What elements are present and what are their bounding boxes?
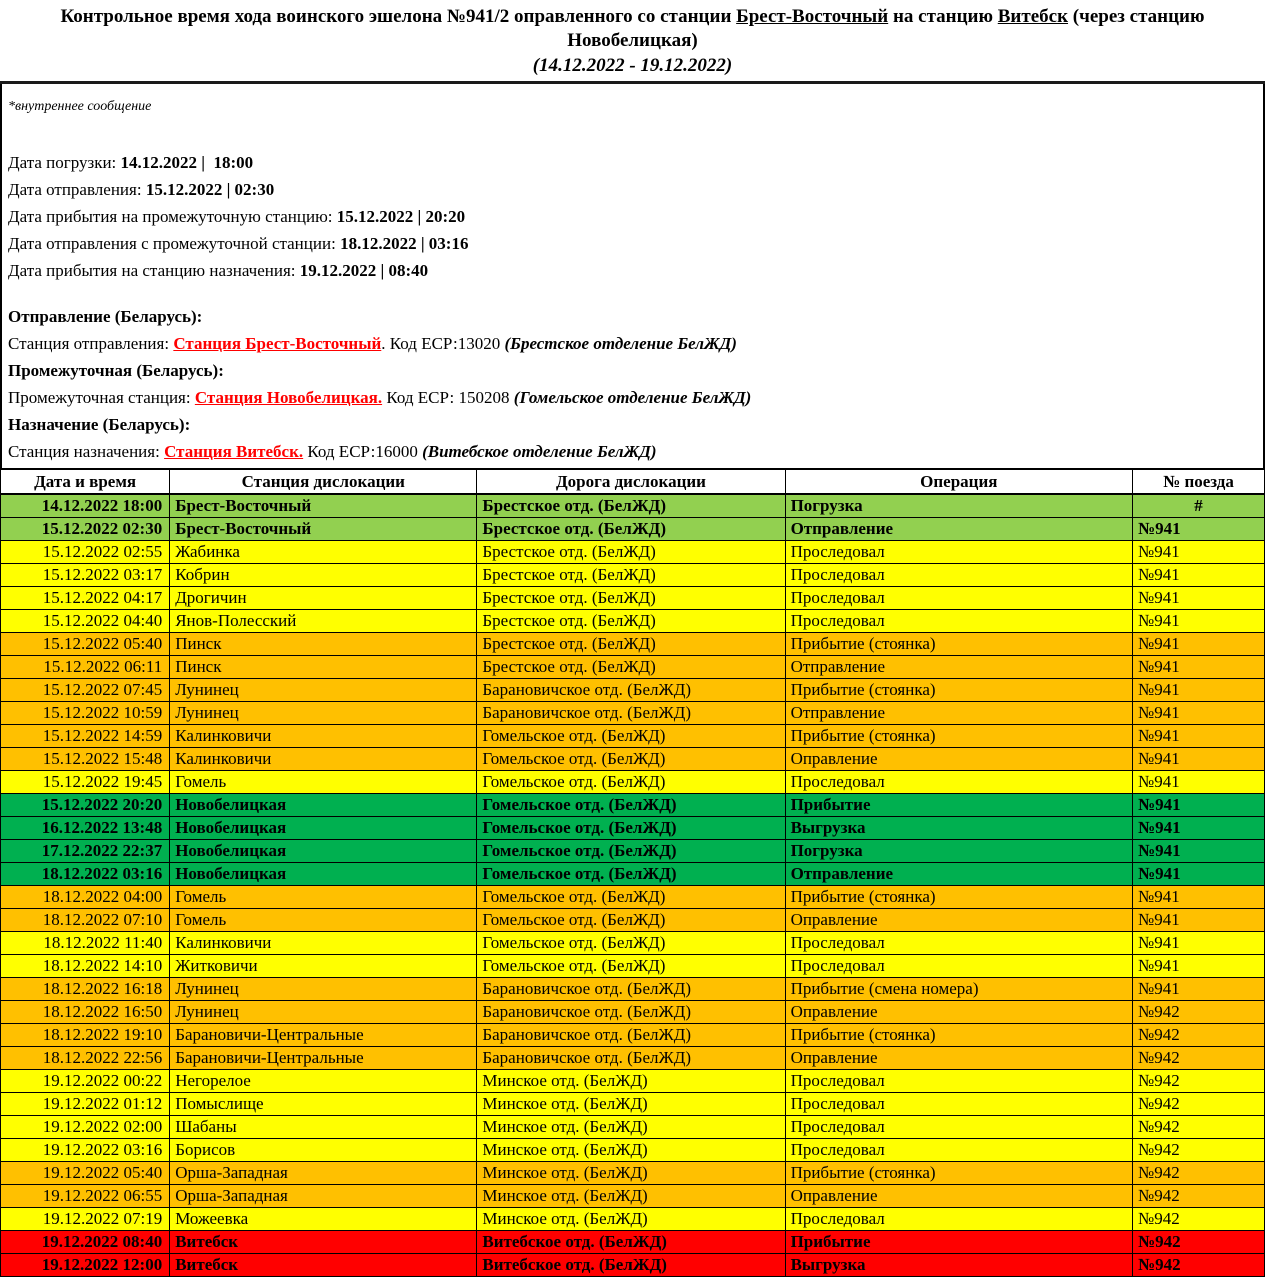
cell-station: Витебск — [170, 1231, 477, 1254]
title-date-range: (14.12.2022 - 19.12.2022) — [532, 55, 733, 76]
cell-datetime: 19.12.2022 01:12 — [1, 1093, 170, 1116]
table-row — [1, 725, 1265, 748]
cell-operation: Оправление — [785, 748, 1132, 771]
cell-road: Барановичское отд. (БелЖД) — [477, 978, 785, 1001]
table-row — [1, 1208, 1265, 1231]
cell-road: Барановичское отд. (БелЖД) — [477, 679, 785, 702]
cell-road: Минское отд. (БелЖД) — [477, 1185, 785, 1208]
table-row — [1, 1254, 1265, 1277]
cell-station: Барановичи-Центральные — [170, 1024, 477, 1047]
title-text-part2: на станцию — [888, 6, 998, 27]
cell-datetime: 19.12.2022 12:00 — [1, 1254, 170, 1277]
cell-datetime: 15.12.2022 03:17 — [1, 564, 170, 587]
table-row — [1, 863, 1265, 886]
cell-datetime: 18.12.2022 19:10 — [1, 1024, 170, 1047]
column-header-train-number: № поезда — [1133, 469, 1265, 494]
destination-section-heading: Назначение (Беларусь): — [8, 415, 191, 434]
cell-operation: Оправление — [785, 1047, 1132, 1070]
title-text-part1: Контрольное время хода воинского эшелона №941/2 оправленного со станции — [60, 6, 737, 27]
cell-road: Барановичское отд. (БелЖД) — [477, 1047, 785, 1070]
cell-operation: Прибытие (стоянка) — [785, 1024, 1132, 1047]
cell-datetime: 18.12.2022 04:00 — [1, 886, 170, 909]
cell-station: Брест-Восточный — [170, 518, 477, 541]
cell-datetime: 18.12.2022 14:10 — [1, 955, 170, 978]
cell-operation: Проследовал — [785, 955, 1132, 978]
table-row — [1, 1001, 1265, 1024]
cell-operation: Отправление — [785, 656, 1132, 679]
cell-operation: Оправление — [785, 1185, 1132, 1208]
cell-datetime: 15.12.2022 04:40 — [1, 610, 170, 633]
cell-operation: Проследовал — [785, 771, 1132, 794]
loading-date-label: Дата погрузки: — [8, 153, 121, 172]
cell-road: Гомельское отд. (БелЖД) — [477, 794, 785, 817]
cell-train-number: №941 — [1133, 909, 1265, 932]
cell-road: Брестское отд. (БелЖД) — [477, 494, 785, 518]
cell-road: Брестское отд. (БелЖД) — [477, 564, 785, 587]
cell-train-number: №942 — [1133, 1070, 1265, 1093]
cell-station: Лунинец — [170, 978, 477, 1001]
cell-road: Гомельское отд. (БелЖД) — [477, 932, 785, 955]
cell-station: Гомель — [170, 909, 477, 932]
departure-date-value: 15.12.2022 | 02:30 — [145, 180, 275, 199]
intermediate-arrival-value: 15.12.2022 | 20:20 — [336, 207, 466, 226]
cell-operation: Проследовал — [785, 932, 1132, 955]
cell-datetime: 19.12.2022 08:40 — [1, 1231, 170, 1254]
table-row — [1, 702, 1265, 725]
cell-station: Новобелицкая — [170, 817, 477, 840]
cell-datetime: 15.12.2022 10:59 — [1, 702, 170, 725]
cell-operation: Прибытие (стоянка) — [785, 633, 1132, 656]
cell-operation: Отправление — [785, 863, 1132, 886]
cell-road: Гомельское отд. (БелЖД) — [477, 840, 785, 863]
cell-datetime: 19.12.2022 02:00 — [1, 1116, 170, 1139]
table-row — [1, 1162, 1265, 1185]
cell-road: Брестское отд. (БелЖД) — [477, 656, 785, 679]
intermediate-arrival-line — [8, 203, 1257, 230]
departure-date-line — [8, 176, 1257, 203]
loading-date-line — [8, 149, 1257, 176]
cell-train-number: №942 — [1133, 1162, 1265, 1185]
cell-station: Лунинец — [170, 1001, 477, 1024]
table-row — [1, 932, 1265, 955]
cell-road: Брестское отд. (БелЖД) — [477, 518, 785, 541]
cell-operation: Проследовал — [785, 1093, 1132, 1116]
table-row — [1, 541, 1265, 564]
cell-datetime: 19.12.2022 05:40 — [1, 1162, 170, 1185]
header-row — [1, 469, 1265, 494]
cell-operation: Выгрузка — [785, 817, 1132, 840]
cell-station: Новобелицкая — [170, 794, 477, 817]
title-station-from: Брест-Восточный — [736, 6, 889, 27]
table-row — [1, 1024, 1265, 1047]
cell-datetime: 19.12.2022 03:16 — [1, 1139, 170, 1162]
cell-road: Минское отд. (БелЖД) — [477, 1116, 785, 1139]
cell-datetime: 15.12.2022 02:55 — [1, 541, 170, 564]
table-row — [1, 771, 1265, 794]
cell-operation: Прибытие (стоянка) — [785, 886, 1132, 909]
departure-station-line — [8, 330, 1257, 357]
cell-train-number: №941 — [1133, 587, 1265, 610]
cell-datetime: 15.12.2022 06:11 — [1, 656, 170, 679]
cell-station: Гомель — [170, 886, 477, 909]
column-header-station: Станция дислокации — [170, 469, 477, 494]
cell-station: Дрогичин — [170, 587, 477, 610]
cell-train-number: №941 — [1133, 610, 1265, 633]
cell-train-number: №942 — [1133, 1208, 1265, 1231]
cell-train-number: №941 — [1133, 656, 1265, 679]
cell-road: Гомельское отд. (БелЖД) — [477, 771, 785, 794]
cell-station: Калинковичи — [170, 748, 477, 771]
table-row — [1, 1185, 1265, 1208]
departure-station-label: Станция отправления: — [8, 334, 174, 353]
cell-train-number: №941 — [1133, 794, 1265, 817]
cell-train-number: №942 — [1133, 1093, 1265, 1116]
intermediate-station-link[interactable]: Станция Новобелицкая. — [194, 388, 383, 407]
cell-operation: Проследовал — [785, 541, 1132, 564]
cell-datetime: 14.12.2022 18:00 — [1, 494, 170, 518]
internal-message-note: *внутреннее сообщение — [8, 99, 152, 114]
cell-station: Гомель — [170, 771, 477, 794]
table-row — [1, 794, 1265, 817]
cell-station: Житковичи — [170, 955, 477, 978]
cell-operation: Оправление — [785, 1001, 1132, 1024]
destination-arrival-line — [8, 257, 1257, 284]
cell-station: Калинковичи — [170, 932, 477, 955]
cell-road: Брестское отд. (БелЖД) — [477, 610, 785, 633]
cell-station: Лунинец — [170, 679, 477, 702]
cell-datetime: 15.12.2022 14:59 — [1, 725, 170, 748]
cell-operation: Отправление — [785, 702, 1132, 725]
cell-station: Барановичи-Центральные — [170, 1047, 477, 1070]
table-row — [1, 748, 1265, 771]
departure-station-link[interactable]: Станция Брест-Восточный — [173, 334, 382, 353]
cell-operation: Проследовал — [785, 1139, 1132, 1162]
cell-datetime: 18.12.2022 16:18 — [1, 978, 170, 1001]
cell-train-number: №941 — [1133, 518, 1265, 541]
cell-station: Брест-Восточный — [170, 494, 477, 518]
document-body — [0, 84, 1265, 468]
document-title — [15, 5, 1250, 53]
cell-station: Пинск — [170, 633, 477, 656]
cell-train-number: №942 — [1133, 1185, 1265, 1208]
cell-train-number: №941 — [1133, 702, 1265, 725]
cell-datetime: 18.12.2022 03:16 — [1, 863, 170, 886]
table-row — [1, 978, 1265, 1001]
cell-road: Гомельское отд. (БелЖД) — [477, 817, 785, 840]
cell-train-number: №941 — [1133, 840, 1265, 863]
table-row — [1, 1047, 1265, 1070]
column-header-road: Дорога дислокации — [477, 469, 785, 494]
cell-road: Брестское отд. (БелЖД) — [477, 587, 785, 610]
cell-train-number: №941 — [1133, 541, 1265, 564]
loading-date-value: 14.12.2022 | 18:00 — [120, 153, 254, 172]
cell-datetime: 19.12.2022 00:22 — [1, 1070, 170, 1093]
cell-operation: Проследовал — [785, 564, 1132, 587]
cell-datetime: 17.12.2022 22:37 — [1, 840, 170, 863]
cell-train-number: №941 — [1133, 564, 1265, 587]
cell-train-number: №942 — [1133, 1116, 1265, 1139]
cell-train-number: №941 — [1133, 633, 1265, 656]
table-row — [1, 587, 1265, 610]
cell-operation: Проследовал — [785, 610, 1132, 633]
cell-train-number: №942 — [1133, 1001, 1265, 1024]
cell-datetime: 15.12.2022 02:30 — [1, 518, 170, 541]
cell-road: Витебское отд. (БелЖД) — [477, 1254, 785, 1277]
cell-operation: Проследовал — [785, 1070, 1132, 1093]
cell-station: Лунинец — [170, 702, 477, 725]
table-row — [1, 909, 1265, 932]
intermediate-departure-line — [8, 230, 1257, 257]
cell-station: Негорелое — [170, 1070, 477, 1093]
table-row — [1, 1139, 1265, 1162]
cell-datetime: 18.12.2022 16:50 — [1, 1001, 170, 1024]
cell-station: Шабаны — [170, 1116, 477, 1139]
cell-station: Янов-Полесский — [170, 610, 477, 633]
cell-station: Можеевка — [170, 1208, 477, 1231]
destination-station-label: Станция назначения: — [8, 442, 165, 461]
table-row — [1, 840, 1265, 863]
cell-train-number: №942 — [1133, 1024, 1265, 1047]
destination-arrival-label: Дата прибытия на станцию назначения: — [8, 261, 300, 280]
cell-road: Витебское отд. (БелЖД) — [477, 1231, 785, 1254]
station-sections — [8, 303, 1257, 465]
cell-datetime: 16.12.2022 13:48 — [1, 817, 170, 840]
cell-operation: Прибытие (стоянка) — [785, 679, 1132, 702]
cell-road: Минское отд. (БелЖД) — [477, 1208, 785, 1231]
cell-operation: Погрузка — [785, 494, 1132, 518]
cell-road: Гомельское отд. (БелЖД) — [477, 725, 785, 748]
departure-division-note: (Брестское отделение БелЖД) — [504, 334, 737, 353]
cell-road: Минское отд. (БелЖД) — [477, 1139, 785, 1162]
intermediate-section-heading: Промежуточная (Беларусь): — [8, 361, 224, 380]
cell-station: Борисов — [170, 1139, 477, 1162]
document-title-block — [0, 0, 1265, 78]
cell-station: Калинковичи — [170, 725, 477, 748]
cell-station: Пинск — [170, 656, 477, 679]
table-row — [1, 955, 1265, 978]
cell-station: Кобрин — [170, 564, 477, 587]
table-row — [1, 886, 1265, 909]
cell-train-number: №941 — [1133, 679, 1265, 702]
cell-road: Барановичское отд. (БелЖД) — [477, 1024, 785, 1047]
cell-train-number: №942 — [1133, 1254, 1265, 1277]
table-row — [1, 817, 1265, 840]
title-text-part3: (через станцию Новобелицкая) — [567, 6, 1210, 51]
intermediate-station-label: Промежуточная станция: — [8, 388, 195, 407]
cell-road: Барановичское отд. (БелЖД) — [477, 1001, 785, 1024]
schedule-summary — [8, 149, 1257, 284]
table-row — [1, 1116, 1265, 1139]
table-row — [1, 679, 1265, 702]
cell-operation: Прибытие (стоянка) — [785, 725, 1132, 748]
table-row — [1, 1070, 1265, 1093]
cell-train-number: №941 — [1133, 932, 1265, 955]
table-row — [1, 1231, 1265, 1254]
cell-datetime: 15.12.2022 05:40 — [1, 633, 170, 656]
cell-operation: Прибытие (стоянка) — [785, 1162, 1132, 1185]
departure-date-label: Дата отправления: — [8, 180, 146, 199]
destination-station-line — [8, 438, 1257, 465]
destination-station-code: Код ЕСР:16000 — [303, 442, 423, 461]
cell-train-number: №942 — [1133, 1139, 1265, 1162]
cell-operation: Проследовал — [785, 1208, 1132, 1231]
cell-datetime: 15.12.2022 19:45 — [1, 771, 170, 794]
cell-datetime: 15.12.2022 15:48 — [1, 748, 170, 771]
cell-road: Брестское отд. (БелЖД) — [477, 541, 785, 564]
cell-operation: Прибытие — [785, 1231, 1132, 1254]
cell-train-number: №941 — [1133, 978, 1265, 1001]
cell-datetime: 15.12.2022 20:20 — [1, 794, 170, 817]
table-row — [1, 494, 1265, 518]
cell-operation: Прибытие (смена номера) — [785, 978, 1132, 1001]
intermediate-station-line — [8, 384, 1257, 411]
cell-operation: Погрузка — [785, 840, 1132, 863]
schedule-table — [0, 468, 1265, 1277]
cell-operation: Прибытие — [785, 794, 1132, 817]
cell-road: Гомельское отд. (БелЖД) — [477, 886, 785, 909]
cell-train-number: №941 — [1133, 955, 1265, 978]
cell-road: Гомельское отд. (БелЖД) — [477, 748, 785, 771]
cell-datetime: 15.12.2022 04:17 — [1, 587, 170, 610]
cell-station: Орша-Западная — [170, 1185, 477, 1208]
table-row — [1, 656, 1265, 679]
cell-operation: Выгрузка — [785, 1254, 1132, 1277]
cell-train-number: №941 — [1133, 863, 1265, 886]
cell-road: Брестское отд. (БелЖД) — [477, 633, 785, 656]
destination-arrival-value: 19.12.2022 | 08:40 — [299, 261, 429, 280]
cell-station: Витебск — [170, 1254, 477, 1277]
departure-station-code: . Код ЕСР:13020 — [381, 334, 505, 353]
cell-station: Помыслище — [170, 1093, 477, 1116]
cell-train-number: №941 — [1133, 886, 1265, 909]
intermediate-arrival-label: Дата прибытия на промежуточную станцию: — [8, 207, 337, 226]
cell-datetime: 18.12.2022 07:10 — [1, 909, 170, 932]
table-row — [1, 633, 1265, 656]
intermediate-departure-label: Дата отправления с промежуточной станции: — [8, 234, 341, 253]
cell-train-number: №941 — [1133, 817, 1265, 840]
cell-operation: Отправление — [785, 518, 1132, 541]
cell-train-number: # — [1133, 494, 1265, 518]
destination-division-note: (Витебское отделение БелЖД) — [422, 442, 657, 461]
cell-train-number: №942 — [1133, 1231, 1265, 1254]
cell-station: Орша-Западная — [170, 1162, 477, 1185]
cell-road: Барановичское отд. (БелЖД) — [477, 702, 785, 725]
cell-train-number: №941 — [1133, 748, 1265, 771]
table-row — [1, 610, 1265, 633]
cell-datetime: 18.12.2022 11:40 — [1, 932, 170, 955]
intermediate-station-code: Код ЕСР: 150208 — [382, 388, 514, 407]
cell-station: Новобелицкая — [170, 863, 477, 886]
schedule-table-header — [1, 469, 1265, 494]
intermediate-division-note: (Гомельское отделение БелЖД) — [513, 388, 752, 407]
destination-station-link[interactable]: Станция Витебск. — [164, 442, 304, 461]
column-header-datetime: Дата и время — [1, 469, 170, 494]
cell-datetime: 15.12.2022 07:45 — [1, 679, 170, 702]
departure-section-heading: Отправление (Беларусь): — [8, 307, 203, 326]
cell-datetime: 19.12.2022 07:19 — [1, 1208, 170, 1231]
column-header-operation: Операция — [785, 469, 1132, 494]
cell-train-number: №941 — [1133, 771, 1265, 794]
cell-operation: Оправление — [785, 909, 1132, 932]
table-row — [1, 1093, 1265, 1116]
cell-train-number: №942 — [1133, 1047, 1265, 1070]
cell-operation: Проследовал — [785, 587, 1132, 610]
intermediate-departure-value: 18.12.2022 | 03:16 — [340, 234, 469, 253]
cell-road: Гомельское отд. (БелЖД) — [477, 863, 785, 886]
cell-road: Минское отд. (БелЖД) — [477, 1093, 785, 1116]
cell-road: Гомельское отд. (БелЖД) — [477, 909, 785, 932]
cell-station: Новобелицкая — [170, 840, 477, 863]
cell-road: Гомельское отд. (БелЖД) — [477, 955, 785, 978]
cell-datetime: 18.12.2022 22:56 — [1, 1047, 170, 1070]
schedule-table-body — [1, 494, 1265, 1277]
title-station-to: Витебск — [997, 6, 1069, 27]
cell-datetime: 19.12.2022 06:55 — [1, 1185, 170, 1208]
cell-operation: Проследовал — [785, 1116, 1132, 1139]
cell-train-number: №941 — [1133, 725, 1265, 748]
table-row — [1, 564, 1265, 587]
table-row — [1, 518, 1265, 541]
cell-road: Минское отд. (БелЖД) — [477, 1070, 785, 1093]
cell-station: Жабинка — [170, 541, 477, 564]
cell-road: Минское отд. (БелЖД) — [477, 1162, 785, 1185]
